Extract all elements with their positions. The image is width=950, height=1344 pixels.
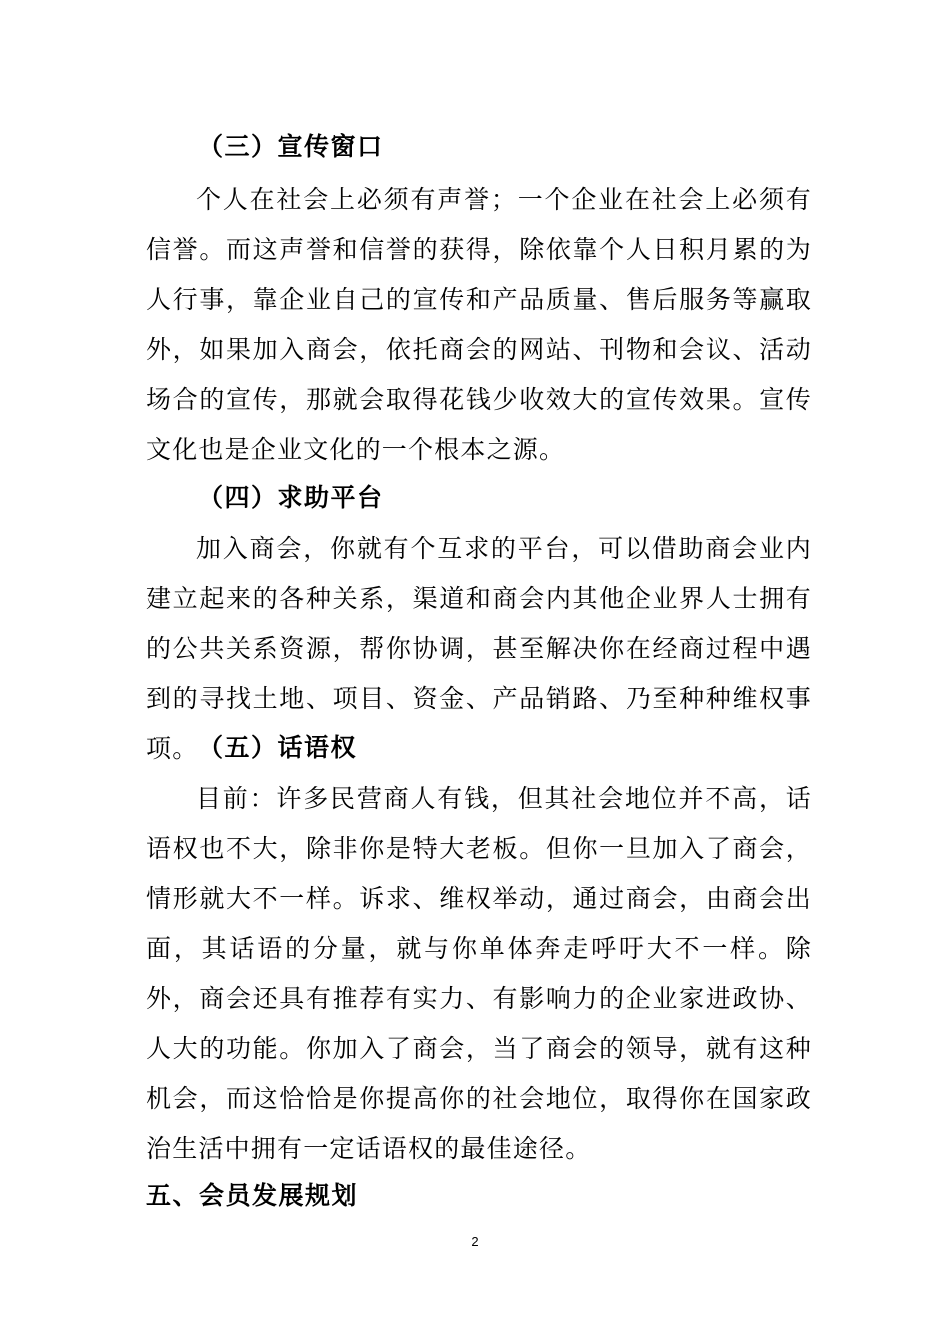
section-heading-help-platform: （四）求助平台 [198, 483, 384, 512]
section-heading-publicity-window: （三）宣传窗口 [198, 132, 384, 161]
page-number: 2 [471, 1234, 479, 1249]
paragraph-voice-right: 目前：许多民营商人有钱，但其社会地位并不高，话语权也不大，除非你是特大老板。但你一旦加入了商会，情形就大不一样。诉求、维权举动，通过商会，由商会出面，其话语的分量，就与你单体奔走呼吁大不一样。除外，商会还具有推荐有实力、有影响力的企业家进政协、人大的功能。你加入了商会，当了商会的领导，就有这种机会，而这恰恰是你提高你的社会地位，取得你在国家政治生活中拥有一定话语权的最佳途径。 [146, 784, 812, 1163]
paragraph-help-platform: 加入商会，你就有个互求的平台，可以借助商会业内建立起来的各种关系，渠道和商会内其他企业界人士拥有的公共关系资源，帮你协调，甚至解决你在经商过程中遇到的寻找土地、项目、资金、产品销路、乃至种种维权事项。 [146, 534, 812, 763]
section-heading-voice-right: （五）话语权 [198, 733, 358, 762]
chapter-heading-member-development: 五、会员发展规划 [146, 1181, 359, 1210]
paragraph-publicity-window: 个人在社会上必须有声誉；一个企业在社会上必须有信誉。而这声誉和信誉的获得，除依靠个人日积月累的为人行事，靠企业自己的宣传和产品质量、售后服务等赢取外，如果加入商会，依托商会的网站、刊物和会议、活动场合的宣传，那就会取得花钱少收效大的宣传效果。宣传文化也是企业文化的一个根本之源。 [146, 185, 812, 464]
